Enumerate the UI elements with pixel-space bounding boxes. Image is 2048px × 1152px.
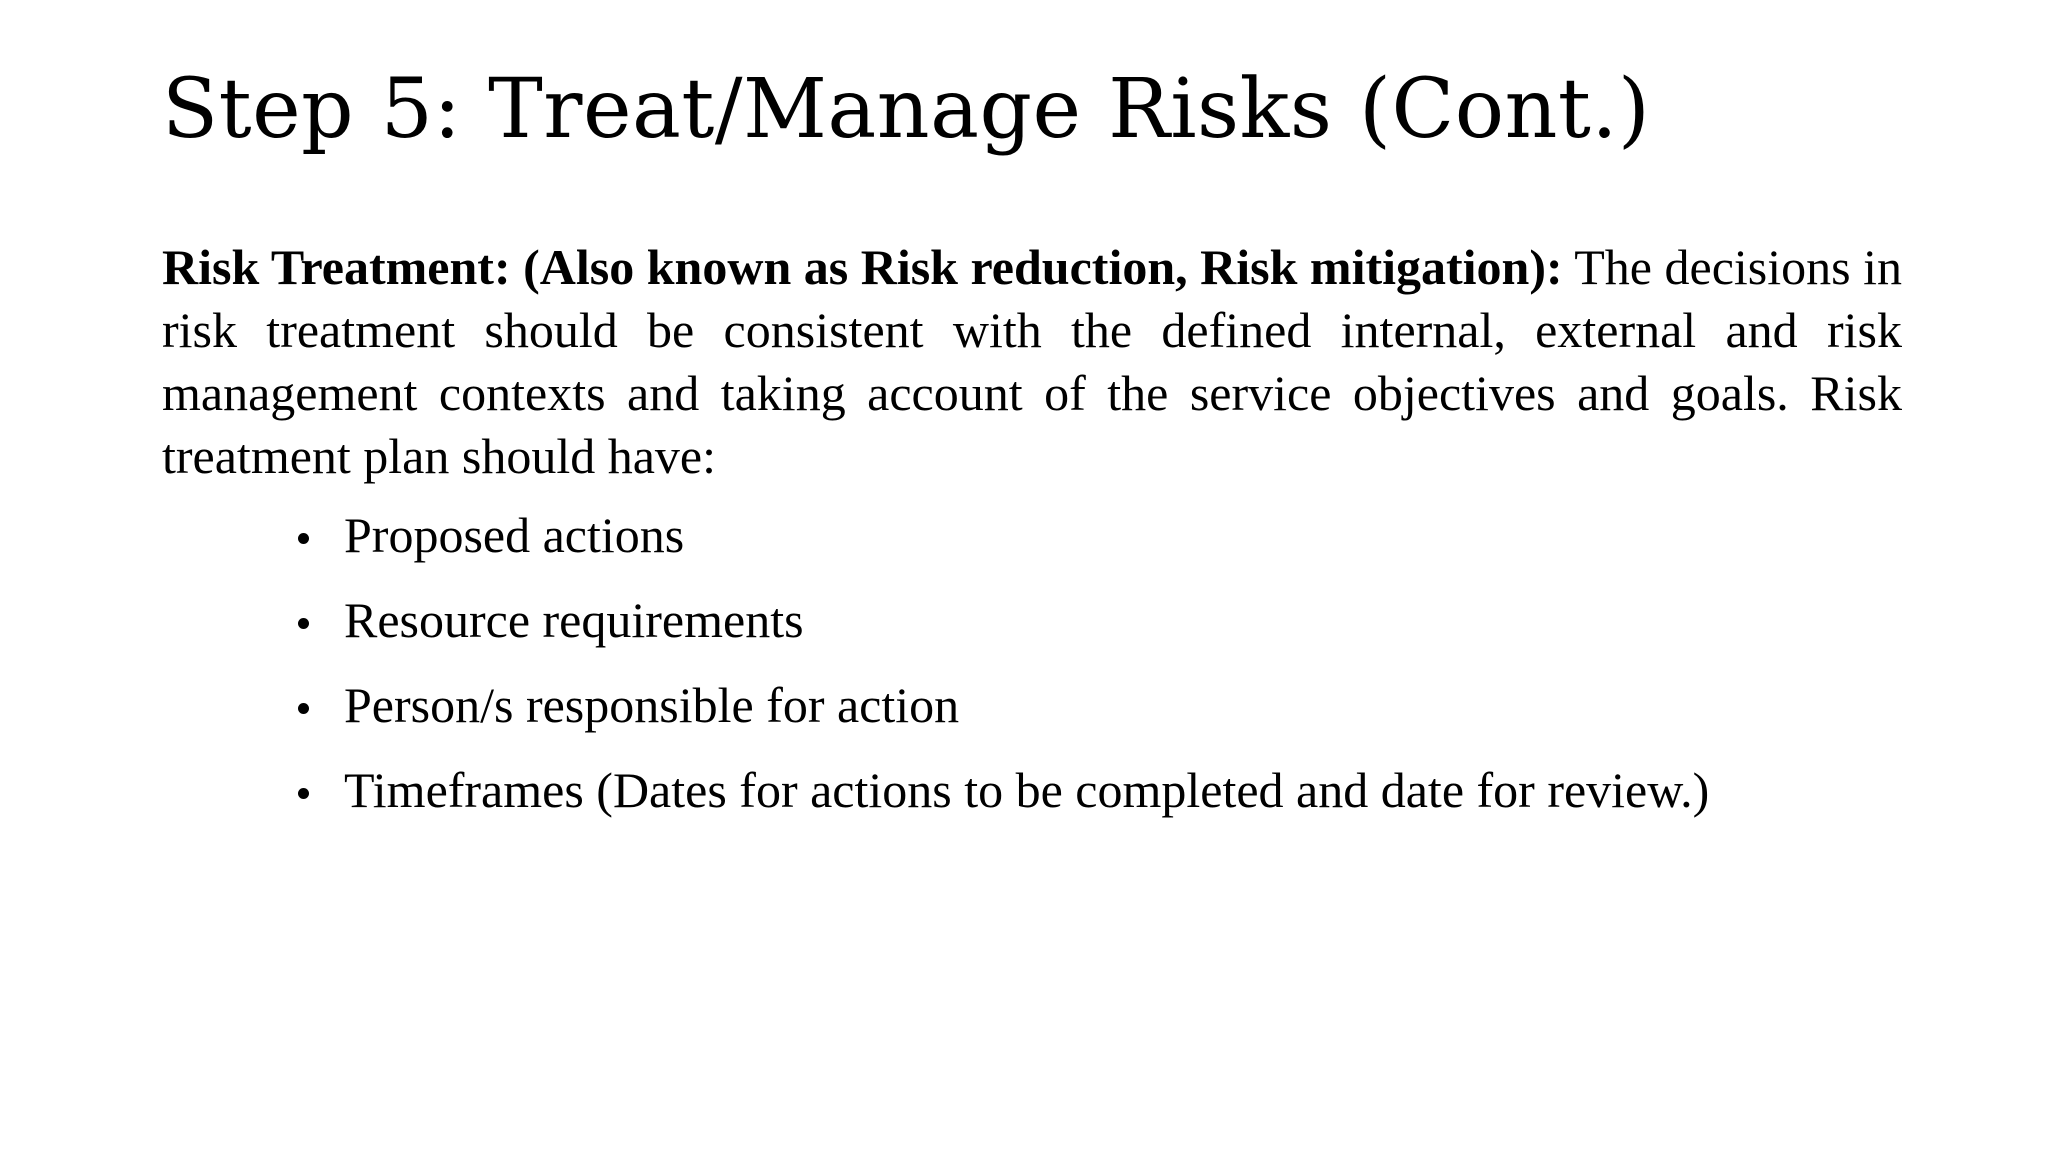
bullet-dot-icon: [298, 703, 309, 714]
bullet-text: Resource requirements: [344, 592, 804, 648]
bullet-text: Timeframes (Dates for actions to be completed and date for review.): [344, 762, 1710, 818]
bullet-item: [292, 504, 1902, 567]
bullet-text: Proposed actions: [344, 507, 685, 563]
intro-lead: Risk Treatment: (Also known as Risk reduction, Risk mitigation):: [162, 239, 1563, 295]
slide-title: Step 5: Treat/Manage Risks (Cont.): [162, 62, 1651, 157]
bullet-dot-icon: [298, 618, 309, 629]
bullet-dot-icon: [298, 788, 309, 799]
intro-text: The decisions in risk treatment should be consistent with the defined internal, external and risk management contexts and taking account of the service objectives and goals. Risk treatment plan should have:: [162, 239, 1902, 484]
bullet-item: [292, 589, 1902, 652]
bullet-dot-icon: [298, 533, 309, 544]
bullet-text: Person/s responsible for action: [344, 677, 960, 733]
bullet-list: [292, 504, 1902, 844]
bullet-item: [292, 759, 1902, 822]
bullet-item: [292, 674, 1902, 737]
intro-paragraph: [162, 236, 1902, 488]
